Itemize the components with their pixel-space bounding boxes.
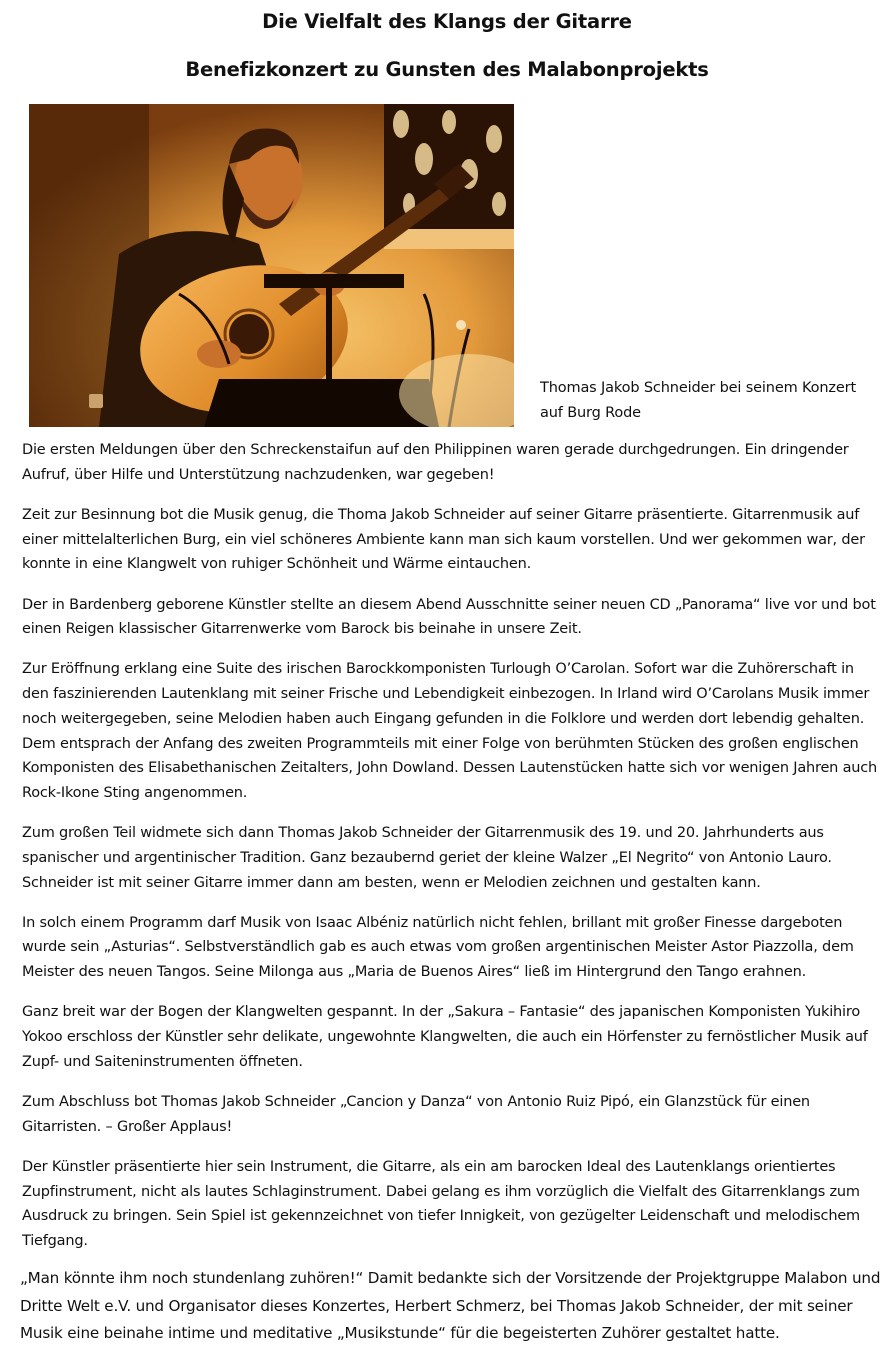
photo-caption: Thomas Jakob Schneider bei seinem Konzert auf Burg Rode [540, 380, 857, 421]
page-title: Die Vielfalt des Klangs der Gitarre [262, 10, 632, 33]
guitarist-photo [29, 104, 514, 427]
article-body [22, 438, 882, 1348]
paragraph: Zeit zur Besinnung bot die Musik genug, die Thoma Jakob Schneider auf seiner Gitarre präsentierte. Gitarrenmusik auf einer mittelalterlichen Burg, ein viel schöneres Ambiente kann man sich kaum vorstellen. Und wer gekommen war, der konnte in eine Klangwelt von ruhiger Schönheit und Wärme eintauchen. [22, 506, 865, 573]
paragraph: Zum großen Teil widmete sich dann Thomas Jakob Schneider der Gitarrenmusik des 19. und 20. Jahrhunderts aus spanischer und argentinischer Tradition. Ganz bezaubernd geriet der kleine Walzer „El Negrito“ von Antonio Lauro. Schneider ist mit seiner Gitarre immer dann am besten, wenn er Melodien zeichnen und gestalten kann. [22, 825, 832, 891]
paragraph: Ganz breit war der Bogen der Klangwelten gespannt. In der „Sakura – Fantasie“ des japanischen Komponisten Yukihiro Yokoo erschloss der Künstler sehr delikate, ungewohnte Klangwelten, die auch ein Hörfenster zu fernöstlicher Musik auf Zupf- und Saiteninstrumenten öffneten. [22, 1004, 868, 1070]
paragraph: Zur Eröffnung erklang eine Suite des irischen Barockkomponisten Turlough O’Carolan. Sofort war die Zuhörerschaft in den faszinierenden Lautenklang mit seiner Frische und Lebendigkeit einbezogen. In Irland wird O’Carolans Musik immer noch weitergegeben, seine Melodien haben auch Eingang gefunden in die Folklore und werden dort lebendig gehalten. Dem entsprach der Anfang des zweiten Programmteils mit einer Folge von berühmten Stücken des großen englischen Komponisten des Elisabethanischen Zeitalters, John Dowland. Dessen Lautenstücken hatte sich vor wenigen Jahren auch Rock-Ikone Sting angenommen. [22, 661, 878, 801]
paragraph: Zum Abschluss bot Thomas Jakob Schneider „Cancion y Danza“ von Antonio Ruiz Pipó, ein Glanzstück für einen Gitarristen. – Großer Applaus! [22, 1093, 810, 1135]
page-subtitle: Benefizkonzert zu Gunsten des Malabonprojekts [185, 58, 709, 81]
paragraph: Der Künstler präsentierte hier sein Instrument, die Gitarre, als ein am barocken Ideal des Lautenklangs orientiertes Zupfinstrument, nicht als lautes Schlaginstrument. Dabei gelang es ihm vorzüglich die Vielfalt des Gitarrenklangs zum Ausdruck zu bringen. Sein Spiel ist gekennzeichnet von tiefer Innigkeit, von gezügelter Leidenschaft und melodischem Tiefgang. [22, 1158, 860, 1249]
closing-paragraph: „Man könnte ihm noch stundenlang zuhören!“ Damit bedankte sich der Vorsitzende der Projektgruppe Malabon und Dritte Welt e.V. und Organisator dieses Konzertes, Herbert Schmerz, bei Thomas Jakob Schneider, der mit seiner Musik eine beinahe intime und meditative „Musikstunde“ für die begeisterten Zuhörer gestaltet hatte. [20, 1269, 881, 1343]
paragraph: Die ersten Meldungen über den Schreckenstaifun auf den Philippinen waren gerade durchgedrungen. Ein dringender Aufruf, über Hilfe und Unterstützung nachzudenken, war gegeben! [22, 442, 849, 483]
paragraph: In solch einem Programm darf Musik von Isaac Albéniz natürlich nicht fehlen, brillant mit großer Finesse dargeboten wurde sein „Asturias“. Selbstverständlich gab es auch etwas vom großen argentinischen Meister Astor Piazzolla, dem Meister des neuen Tangos. Seine Milonga aus „Maria de Buenos Aires“ ließ im Hintergrund den Tango erahnen. [22, 914, 854, 981]
paragraph: Der in Bardenberg geborene Künstler stellte an diesem Abend Ausschnitte seiner neuen CD „Panorama“ live vor und bot einen Reigen klassischer Gitarrenwerke vom Barock bis beinahe in unsere Zeit. [22, 596, 876, 638]
